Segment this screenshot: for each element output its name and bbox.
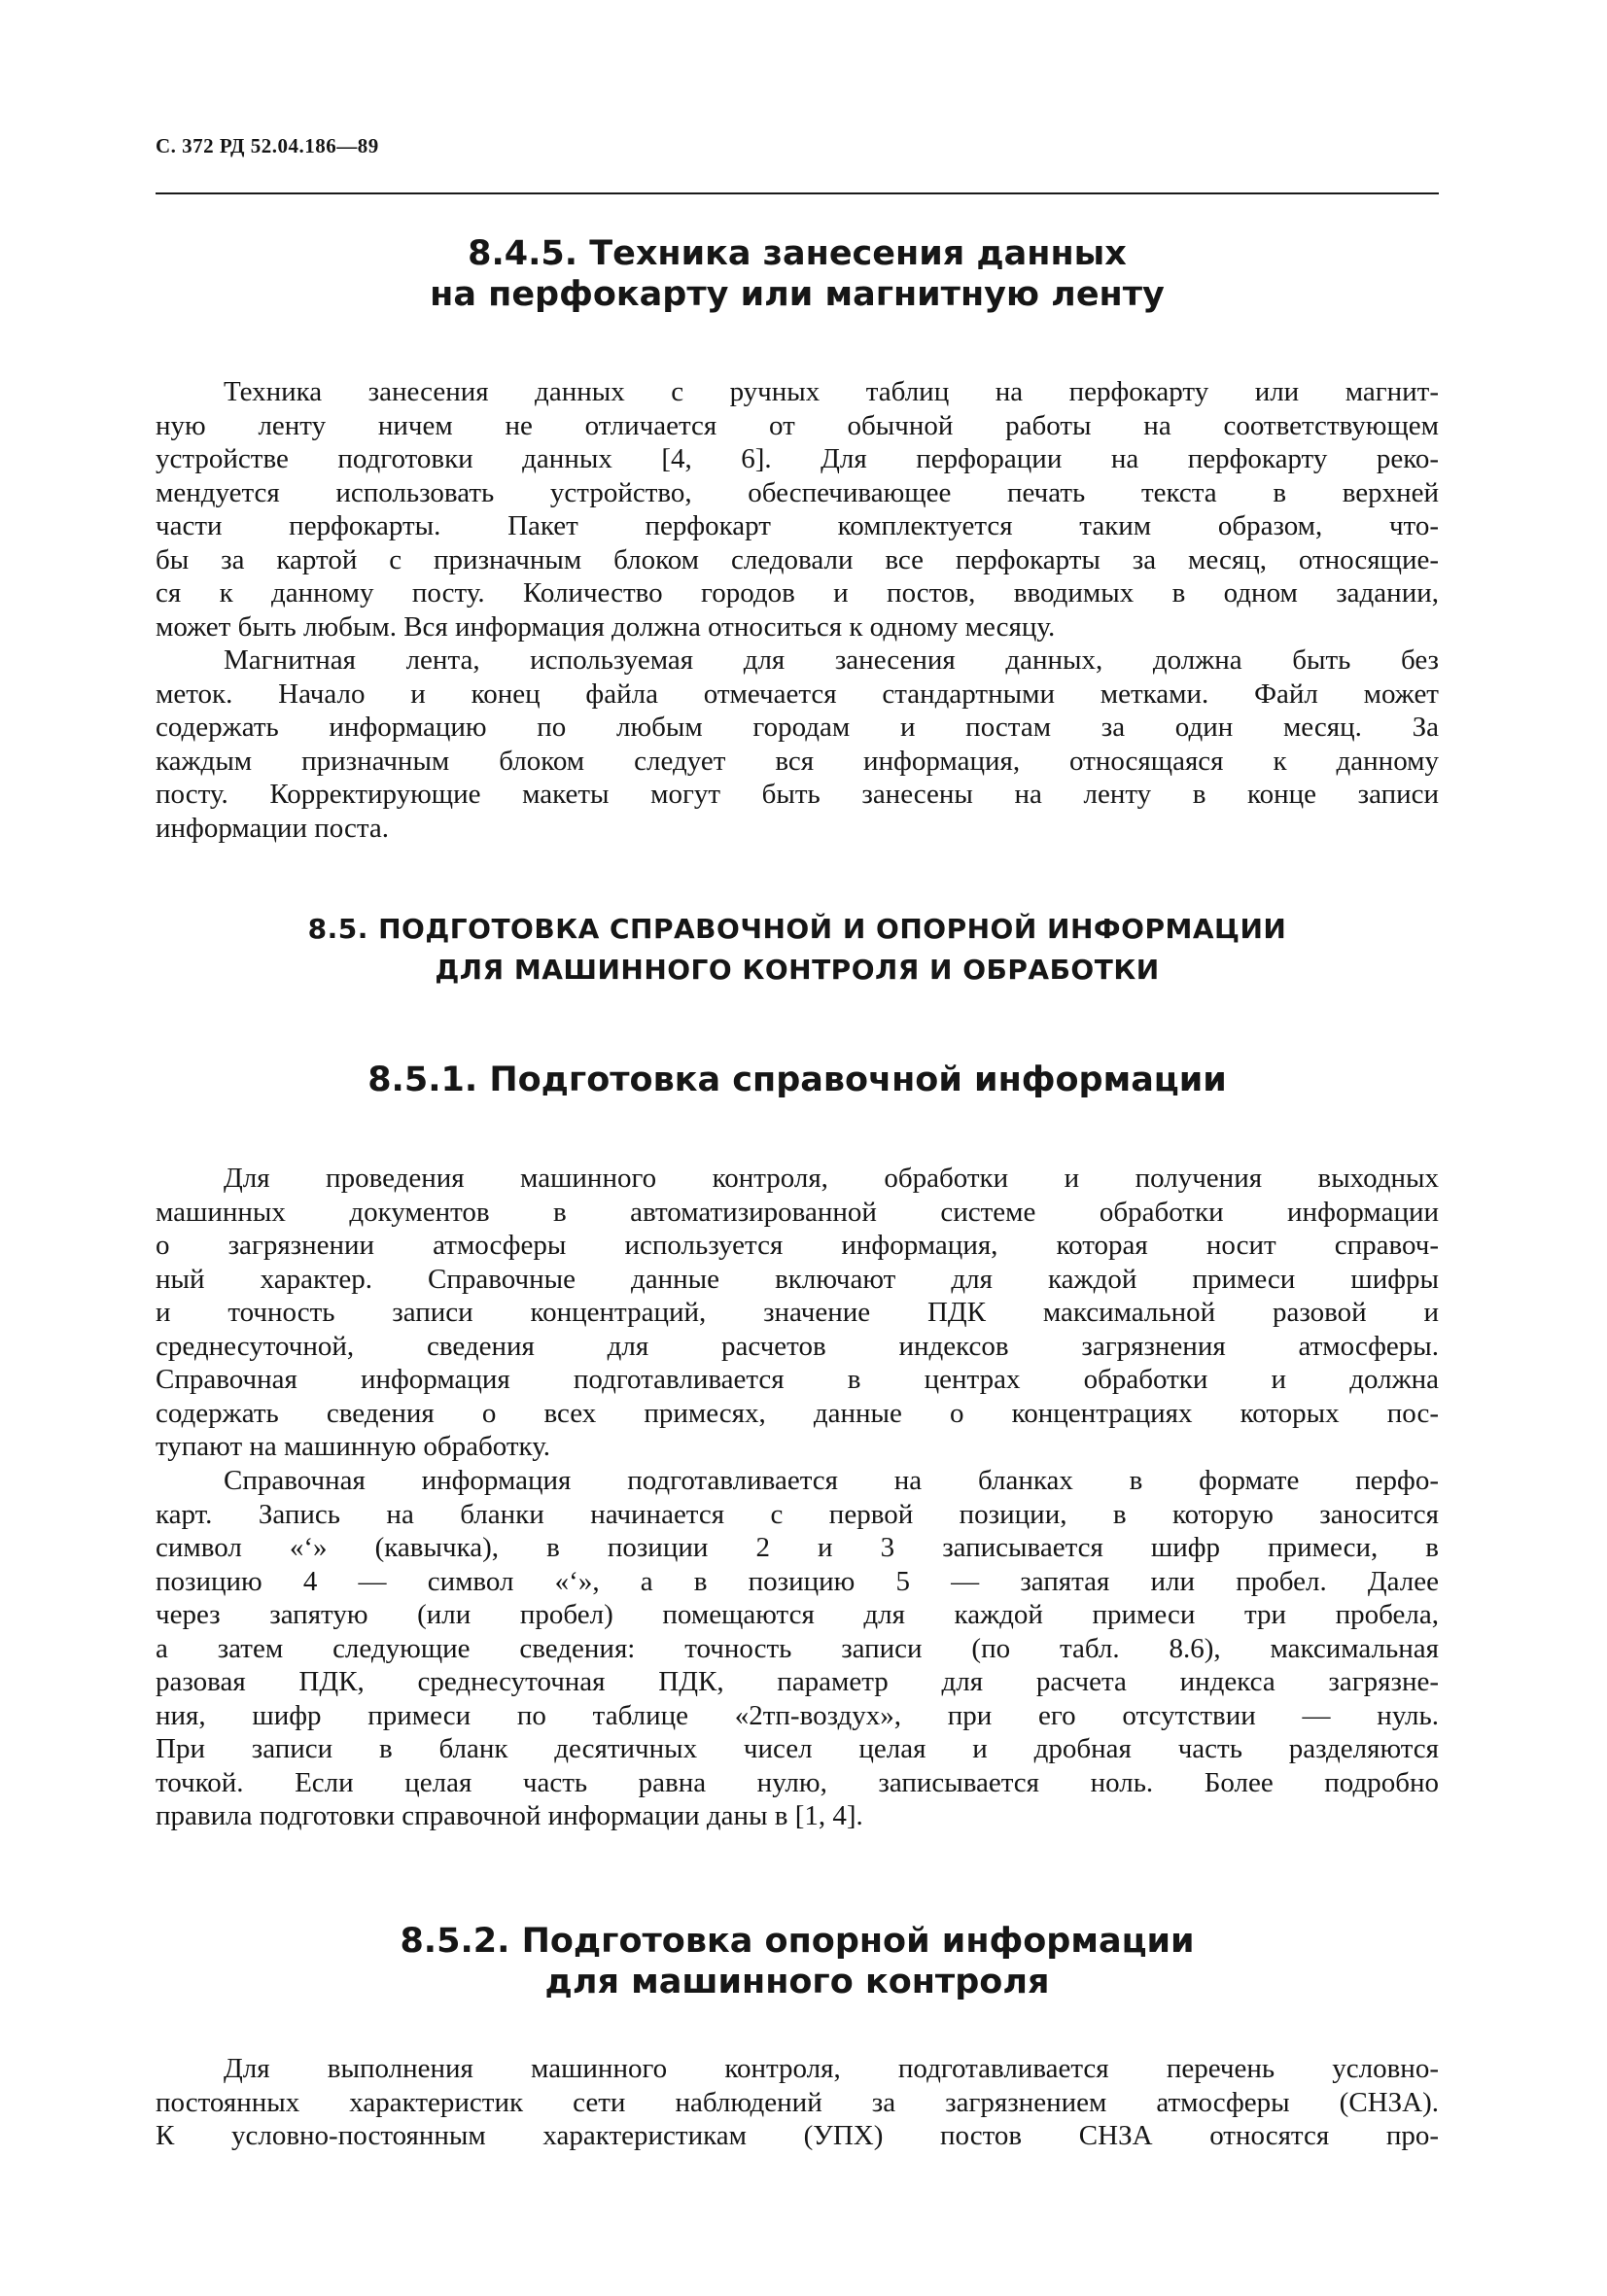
text-line: постоянных характеристик сети наблюдений за загрязнением атмосферы (СНЗА). <box>156 2086 1439 2118</box>
heading-line: 8.5. ПОДГОТОВКА СПРАВОЧНОЙ И ОПОРНОЙ ИНФОРМАЦИИ <box>307 913 1287 945</box>
text-line: ния, шифр примеси по таблице «2тп-воздух», при его отсутствии — нуль. <box>156 1699 1439 1731</box>
text-line: Справочная информация подготавливается на бланках в формате перфо- <box>224 1465 1439 1496</box>
text-line: символ «‘» (кавычка), в позиции 2 и 3 записывается шифр примеси, в <box>156 1532 1439 1563</box>
text-line: а затем следующие сведения: точность записи (по табл. 8.6), максимальная <box>156 1632 1439 1664</box>
text-line: части перфокарты. Пакет перфокарт комплектуется таким образом, что- <box>156 510 1439 541</box>
header-rule <box>156 192 1439 194</box>
heading-8-4-5 <box>156 233 1439 315</box>
text-line: Техника занесения данных с ручных таблиц на перфокарту или магнит- <box>224 376 1439 407</box>
heading-line: ДЛЯ МАШИННОГО КОНТРОЛЯ И ОБРАБОТКИ <box>435 954 1160 986</box>
heading-line: на перфокарту или магнитную ленту <box>430 275 1165 314</box>
text-line: правила подготовки справочной информации даны в [1, 4]. <box>156 1800 863 1831</box>
text-line: машинных документов в автоматизированной системе обработки информации <box>156 1196 1439 1228</box>
text-line: разовая ПДК, среднесуточная ПДК, параметр для расчета индекса загрязне- <box>156 1666 1439 1697</box>
text-line: посту. Корректирующие макеты могут быть занесены на ленту в конце записи <box>156 779 1439 810</box>
text-line: ный характер. Справочные данные включают для каждой примеси шифры <box>156 1263 1439 1295</box>
page-header: С. 372 РД 52.04.186—89 <box>156 134 379 157</box>
text-line: содержать сведения о всех примесях, данные о концентрациях которых пос- <box>156 1397 1439 1429</box>
paragraph-8-4-5-2 <box>156 644 1439 845</box>
text-line: Магнитная лента, используемая для занесения данных, должна быть без <box>224 644 1439 676</box>
heading-line: 8.5.1. Подготовка справочной информации <box>367 1061 1227 1099</box>
text-line: может быть любым. Вся информация должна относиться к одному месяцу. <box>156 610 1056 643</box>
text-line: Для проведения машинного контроля, обработки и получения выходных <box>224 1163 1439 1194</box>
text-line: каждым призначным блоком следует вся информация, относящаяся к данному <box>156 745 1439 777</box>
text-line: тупают на машинную обработку. <box>156 1431 551 1462</box>
text-line: позицию 4 — символ «‘», а в позицию 5 — запятая или пробел. Далее <box>156 1565 1439 1597</box>
text-line: среднесуточной, сведения для расчетов индексов загрязнения атмосферы. <box>156 1330 1439 1362</box>
text-line: Для выполнения машинного контроля, подготавливается перечень условно- <box>224 2053 1439 2084</box>
heading-line: 8.4.5. Техника занесения данных <box>468 234 1127 273</box>
paragraph-8-5-1-1 <box>156 1162 1439 1464</box>
text-line: информации поста. <box>156 812 389 844</box>
paragraph-8-5-2-1 <box>156 2052 1439 2153</box>
heading-line: 8.5.2. Подготовка опорной информации <box>400 1922 1195 1961</box>
heading-8-5 <box>156 909 1439 991</box>
text-line: При записи в бланк десятичных чисел целая и дробная часть разделяются <box>156 1733 1439 1764</box>
text-line: мендуется использовать устройство, обеспечивающее печать текста в верхней <box>156 476 1439 508</box>
heading-8-5-2 <box>156 1921 1439 2002</box>
text-line: К условно-постоянным характеристикам (УПХ) постов СНЗА относятся про- <box>156 2120 1439 2151</box>
text-line: и точность записи концентраций, значение ПДК максимальной разовой и <box>156 1297 1439 1328</box>
text-line: бы за картой с призначным блоком следовали все перфокарты за месяц, относящие- <box>156 543 1439 575</box>
text-line: меток. Начало и конец файла отмечается стандартными метками. Файл может <box>156 678 1439 710</box>
text-line: через запятую (или пробел) помещаются для каждой примеси три пробела, <box>156 1599 1439 1630</box>
text-line: точкой. Если целая часть равна нулю, записывается ноль. Более подробно <box>156 1766 1439 1798</box>
text-line: устройстве подготовки данных [4, 6]. Для перфорации на перфокарту реко- <box>156 443 1439 474</box>
paragraph-8-4-5-1 <box>156 375 1439 644</box>
text-line: содержать информацию по любым городам и постам за один месяц. За <box>156 712 1439 743</box>
text-line: о загрязнении атмосферы используется информация, которая носит справоч- <box>156 1230 1439 1261</box>
text-line: карт. Запись на бланки начинается с первой позиции, в которую заносится <box>156 1498 1439 1530</box>
paragraph-8-5-1-2 <box>156 1464 1439 1833</box>
text-line: ную ленту ничем не отличается от обычной работы на соответствующем <box>156 409 1439 441</box>
heading-line: для машинного контроля <box>544 1963 1050 2001</box>
heading-8-5-1 <box>156 1060 1439 1100</box>
text-line: ся к данному посту. Количество городов и постов, вводимых в одном задании, <box>156 577 1439 609</box>
text-line: Справочная информация подготавливается в центрах обработки и должна <box>156 1364 1439 1395</box>
